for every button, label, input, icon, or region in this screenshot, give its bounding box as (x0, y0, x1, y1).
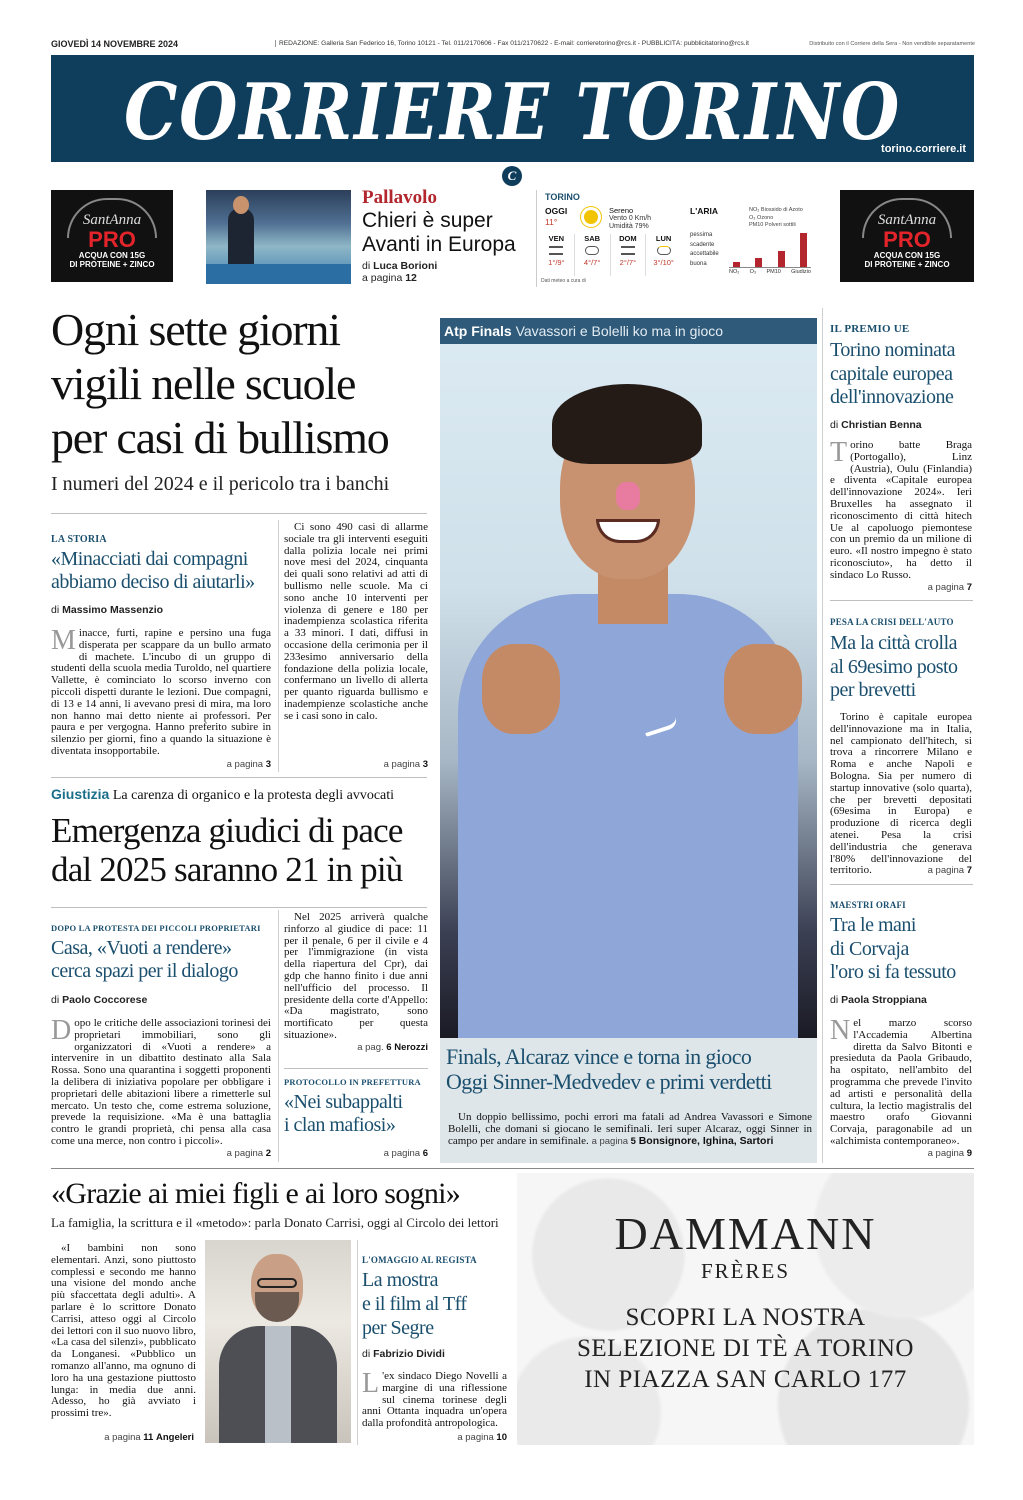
brevetti-page-ref[interactable] (852, 865, 972, 876)
photo-text: Un doppio bellissimo, pochi errori ma fatali ad Andrea Vavassori e Simone Bolelli, che domani si giocano le semifinali. Ieri super Alcaraz, oggi Sinner in campo per andare in semifinale. (448, 1111, 812, 1147)
carrisi-glasses-icon (257, 1278, 297, 1288)
divider (51, 907, 427, 908)
volley-page-ref (362, 272, 417, 284)
page-number: 7 (966, 582, 972, 593)
ad-line2: SELEZIONE DI TÈ A TORINO (577, 1335, 914, 1362)
page-prefix: a pagina (226, 759, 264, 770)
numeri-page-ref[interactable] (308, 759, 428, 770)
casa-text: opo le critiche delle associazioni torinesi dei proprietari immobiliari, sono gli organizzatori di «Vuoti a rendere» a intervenire in un dibattito destinato alla Sala Rossa. Sono una quarantina i soggetti proponenti la delibera di iniziativa popolare per obbligare i proprietari delle abitazioni libere a rimetterle sul mercato. Un testo che, come estrema soluzione, prevede la requisizione. «Ma è una battaglia contro le grandi proprietà, chi pensa alla casa come una merce, non contro i piccoli». (51, 1017, 271, 1147)
forecast-day (575, 234, 611, 276)
page-prefix: a pagina (383, 759, 421, 770)
brevetti-title[interactable] (830, 632, 958, 703)
divider (284, 1068, 428, 1069)
title-line: «Minacciati dai compagni (51, 548, 248, 570)
promo-line1: ACQUA CON 15G (78, 251, 146, 260)
orafi-body (830, 1015, 972, 1148)
air-bar (778, 251, 785, 267)
volley-title-1[interactable]: Chieri è super (362, 209, 493, 232)
masthead-title: CORRIERE TORINO (123, 67, 902, 158)
premio-page-ref[interactable] (852, 582, 972, 593)
casa-kicker: DOPO LA PROTESTA DEI PICCOLI PROPRIETARI (51, 923, 261, 933)
weather-wind: Vento 0 Km/h (609, 215, 652, 222)
volley-kicker: Pallavolo (362, 187, 437, 208)
air-legend (749, 207, 803, 230)
promo-banner-left[interactable] (51, 190, 173, 282)
air-bar (800, 233, 807, 267)
storia-kicker: LA STORIA (51, 534, 107, 545)
level-label: pessima (690, 232, 713, 238)
title-line: l'oro si fa tessuto (830, 961, 956, 983)
segre-body (362, 1368, 507, 1430)
title-line: Torino nominata (830, 339, 955, 361)
forecast-row (539, 234, 681, 276)
promo-brand: SantAnna (877, 212, 937, 228)
ad-sub: FRÈRES (700, 1259, 791, 1283)
author: Angeleri (155, 1432, 194, 1443)
divider (830, 600, 973, 601)
mafia-title[interactable] (284, 1091, 403, 1137)
promo-line2: DI PROTEINE + ZINCO (69, 260, 155, 269)
title-line: Casa, «Vuoti a rendere» (51, 937, 232, 959)
divider (51, 1168, 974, 1169)
giustizia-headline[interactable] (51, 811, 403, 889)
main-headline-line: vigili nelle scuole (51, 358, 356, 409)
title-line: al 69esimo posto (830, 655, 958, 678)
air-bar (755, 258, 762, 267)
ad-brand: DAMMANN (614, 1208, 877, 1259)
promo-pro: PRO (883, 227, 931, 252)
title-line: i clan mafiosi» (284, 1114, 396, 1136)
by-prefix: di (830, 419, 839, 431)
page-number: 12 (405, 272, 417, 284)
headline-line: Emergenza giudici di pace (51, 811, 403, 850)
carrisi-shirt (265, 1326, 291, 1443)
brevetti-kicker: PESA LA CRISI DELL'AUTO (830, 617, 954, 627)
premio-body (830, 437, 972, 582)
casa-title[interactable] (51, 937, 238, 983)
title-line: Ma la città crolla (830, 632, 958, 654)
casa-byline (51, 994, 147, 1006)
weather-box (536, 190, 816, 287)
giudici-body: Nel 2025 arriverà qualche rinforzo al giudice di pace: 11 per il penale, 6 per il civile e 4 per l'immigrazione (in vista della riapertura del Cpr), dai gdp che hanno finito i due anni nell'ufficio del processo. Il presidente della corte d'Appello: «Da magistrato, sono mortificato per questa situazione». (284, 911, 428, 1041)
day-label: VEN (548, 234, 565, 243)
by-prefix: di (362, 1348, 371, 1360)
page-number: 3 (422, 759, 428, 770)
player-fist-left (482, 644, 560, 734)
title-line: La mostra (362, 1269, 439, 1291)
weather-city: TORINO (545, 192, 580, 202)
level-label: scadente (690, 241, 715, 248)
main-headline-line: per casi di bullismo (51, 412, 389, 463)
legend-item: NO₂ Biossido di Azoto (749, 207, 803, 213)
page-number: 11 (143, 1432, 154, 1443)
mafia-kicker: PROTOCOLLO IN PREFETTURA (284, 1077, 421, 1087)
legend-item: PM10 Polveri sottili (749, 222, 796, 228)
page-number: 6 (422, 1148, 428, 1159)
date-line: GIOVEDÌ 14 NOVEMBRE 2024 (51, 39, 179, 49)
carrisi-body: «I bambini non sono elementari. Anzi, sono piuttosto complessi e secondo me hanno una visione del mondo anche più sfaccettata degli adulti». A parlare è lo scrittore Donato Carrisi, atteso oggi al Circolo dei lettori con il suo nuovo libro, «La casa del silenzi», pubblicato da Longanesi. «Pubblico un romanzo all'anno, ma ognuno di loro ha una gestazione piuttosto lunga: in media due anni. Adesso, ho già avviato i prossimi tre». (51, 1242, 196, 1420)
sun-icon (584, 210, 598, 224)
casa-page-ref[interactable] (151, 1148, 271, 1159)
logo-letter: C (507, 168, 517, 183)
photo-authors: Bonsignore, Ighina, Sartori (638, 1134, 774, 1147)
air-levels (690, 231, 719, 269)
day-temp: 3°/10° (653, 258, 674, 267)
segre-byline (362, 1348, 445, 1360)
carrisi-sub: La famiglia, la scrittura e il «metodo»: parla Donato Carrisi, oggi al Circolo dei lettori (51, 1215, 499, 1230)
dropcap: N (830, 1015, 851, 1046)
forecast-day (539, 234, 575, 276)
storia-title[interactable] (51, 548, 255, 594)
page-prefix: a pagina (104, 1432, 141, 1443)
bar-label: Giudizio (791, 269, 811, 275)
storia-body (51, 625, 271, 758)
storia-text: inacce, furti, rapine e persino una fuga disperata per scappare da un bullo armato di machete. L'incubo di un gruppo di studenti della scuola media Turoldo, nel quartiere Vallette, è cominciato lo scorso inverno con piccoli dispetti durante le lezioni. Due compagni, di 13 e 14 anni, li avevano presi di mira, ma loro non hanno mai detto niente ai professori. Per paura e per vergogna. Hanno preferito subire in silenzio per giorni, fino a quando la situazione è diventata insopportabile. (51, 627, 271, 757)
level-label: accettabile (690, 251, 719, 257)
divider (51, 777, 427, 778)
title-line: Tra le mani (830, 914, 916, 936)
premio-text: orino batte Braga (Portogallo), Linz (Austria), Oulu (Finlandia) e diventa «Capitale europea dell'innovazione 2024». Ieri Bruxelles ha assegnato il riconoscimento di città hitech Ue al capoluogo piemontese con un premio da un milione di euro. «Il nostro impegno è stato riconosciuto», ha detto il sindaco Lo Russo. (830, 439, 972, 581)
title-line: capitale europea (830, 362, 953, 385)
air-bar (733, 262, 740, 267)
by-prefix: di (51, 994, 60, 1006)
numeri-body: Ci sono 490 casi di allarme sociale tra gli interventi eseguiti dalla polizia locale nei primi nove mesi del 2024, cinquanta dei quali sono relativi ad atti di bullismo nelle scuole. Ma ci sono anche 10 interventi per violenza di genere e 180 per inadempienza scolastica riferita a 33 minori. I dati, diffusi in occasione della cerimonia per il 233esimo anniversario della fondazione della polizia locale, confermano un livello di allerta per quanto riguarda bullismo e inadempienze scolastiche anche se i casi sono in calo. (284, 521, 428, 722)
page-prefix: a pagina (591, 1135, 629, 1147)
promo-brand: SantAnna (82, 212, 142, 228)
divider (51, 513, 427, 514)
author: Luca Borioni (373, 260, 438, 272)
giustizia-topline (51, 786, 394, 804)
day-label: DOM (619, 234, 637, 243)
page-number: 10 (496, 1432, 507, 1443)
orafi-page-ref[interactable] (852, 1148, 972, 1159)
fog-icon (621, 246, 635, 255)
segre-kicker: L'OMAGGIO AL REGISTA (362, 1255, 477, 1265)
forecast-day (646, 234, 681, 276)
alcaraz-photo[interactable] (440, 344, 817, 1038)
day-temp: 1°/9° (548, 258, 565, 267)
author: Christian Benna (841, 419, 922, 431)
title-line: abbiamo deciso di aiutarli» (51, 571, 255, 593)
carrisi-headline[interactable]: «Grazie ai miei figli e ai loro sogni» (51, 1177, 461, 1210)
dropcap: L (362, 1368, 380, 1399)
page-prefix: a pag. (357, 1042, 384, 1053)
weather-condition: Sereno (609, 206, 634, 215)
main-headline-line: Ogni sette giorni (51, 304, 340, 355)
divider (822, 308, 823, 1163)
brevetti-body: Torino è capitale europea dell'innovazione ma in Italia, nel campionato dell'hitech, si trova a rincorrere Milano e Roma e anche Napoli e Bologna. Sia per numero di startup innovative (solo quarta), che per brevetti depositati (69esima in Europa) e produzione di ricerca degli atenei. Pesa la crisi dell'industria che generava l'80% dell'innovazione del territorio. (830, 711, 972, 877)
giustizia-kicker: Giustizia (51, 786, 110, 802)
player-nose-patch (616, 482, 640, 510)
segre-title[interactable] (362, 1268, 467, 1340)
carrisi-beard (255, 1292, 299, 1322)
title-line: di Corvaja (830, 937, 909, 960)
author: Paolo Coccorese (62, 994, 148, 1006)
page-prefix: a pagina (927, 582, 965, 593)
day-label: LUN (655, 234, 672, 243)
promo-line2: DI PROTEINE + ZINCO (864, 260, 950, 269)
page-number: 6 (386, 1042, 392, 1053)
title-line: dell'innovazione (830, 386, 954, 408)
headline-line: Oggi Sinner-Medvedev e primi verdetti (446, 1069, 772, 1094)
level-label: buona (690, 260, 707, 267)
dropcap: D (51, 1015, 72, 1046)
divider (357, 1240, 358, 1445)
headline-line: Finals, Alcaraz vince e torna in gioco (446, 1044, 752, 1069)
promo-banner-right[interactable] (840, 190, 974, 282)
cloud-icon (585, 246, 599, 255)
segre-page-ref[interactable] (387, 1432, 507, 1443)
by-prefix: di (51, 604, 60, 616)
redazione-line: REDAZIONE: Galleria San Federico 16, Torino 10121 - Tel. 011/2170606 - Fax 011/2170622 - E-mail: corrieretorino@rcs.it - PUBBLICITÀ: pubblicitatorino@rcs.it (275, 40, 795, 47)
page-prefix: a pagina (927, 1148, 965, 1159)
partly-cloudy-icon (657, 246, 671, 255)
weather-credit: Dati meteo a cura di (541, 278, 586, 284)
casa-body (51, 1015, 271, 1148)
legend-item: O₃ Ozono (749, 214, 774, 221)
dropcap: T (830, 437, 848, 468)
title-line: per Segre (362, 1317, 434, 1339)
day-temp: 4°/7° (583, 258, 601, 267)
distribution-note: Distribuito con il Corriere della Sera - Non vendibile separatamente (809, 41, 975, 47)
weather-humidity: Umidità 79% (609, 223, 649, 230)
volley-title-2[interactable]: Avanti in Europa (362, 233, 516, 256)
photo-kicker-line: Vavassori e Bolelli ko ma in gioco (515, 323, 724, 339)
segre-text: 'ex sindaco Diego Novelli a margine di una riflessione sul cinema torinese degli anni Ottanta inquadra un'opera dalla profondità antropologica. (362, 1370, 507, 1430)
headline-line: dal 2025 saranno 21 in più (51, 850, 403, 889)
divider (278, 910, 279, 1162)
by-prefix: di (830, 994, 839, 1006)
ad-line3: IN PIAZZA SAN CARLO 177 (584, 1366, 907, 1393)
photo-page-ref[interactable] (592, 1136, 636, 1147)
orafi-byline (830, 994, 927, 1006)
carrisi-photo[interactable] (205, 1240, 351, 1443)
photo-headline[interactable] (446, 1044, 816, 1094)
bar-label: PM10 (766, 269, 781, 275)
corriere-logo-icon (502, 166, 522, 186)
giustizia-line: La carenza di organico e la protesta degli avvocati (112, 788, 395, 803)
forecast-day (611, 234, 647, 276)
masthead-url[interactable]: torino.corriere.it (881, 143, 966, 155)
page-number: 5 (630, 1135, 636, 1147)
title-line: per brevetti (830, 679, 916, 701)
player-hair (552, 384, 702, 464)
day-label: SAB (584, 234, 601, 243)
dammann-ad[interactable] (517, 1173, 974, 1445)
weather-today-label: OGGI (545, 206, 568, 216)
promo-line1: ACQUA CON 15G (873, 251, 941, 260)
page-number: 7 (966, 865, 972, 876)
storia-byline (51, 604, 163, 616)
author: Paola Stroppiana (841, 994, 927, 1006)
author: Massimo Massenzio (62, 604, 164, 616)
fog-icon (549, 246, 563, 255)
page-prefix: a pagina (457, 1432, 494, 1443)
premio-kicker: IL PREMIO UE (830, 323, 910, 335)
air-chart (729, 232, 811, 268)
photo-kicker-bar (440, 318, 817, 344)
orafi-text: el marzo scorso l'Accademia Albertina diretta da Salvo Bitonti e presieduta da Paola Gribaudo, ha ospitato, nell'ambito del programma che prevede l'invito ad artisti e personalità della cultura, la lectio magistralis del maestro orafo Giovanni Corvaja, paragonabile ad un «alchimista contemporaneo». (830, 1017, 972, 1147)
main-subheadline: I numeri del 2024 e il pericolo tra i banchi (51, 473, 390, 495)
dropcap: M (51, 625, 76, 656)
ad-line1: SCOPRI LA NOSTRA (625, 1304, 866, 1331)
volleyball-photo[interactable] (206, 190, 351, 284)
orafi-title[interactable] (830, 914, 956, 985)
coach-head (233, 196, 249, 214)
bar-label: NO₂ (729, 269, 740, 275)
bar-label: O₃ (749, 269, 757, 275)
author: Nerozzi (394, 1042, 428, 1053)
giudici-page-ref[interactable] (308, 1042, 428, 1053)
masthead (51, 55, 974, 162)
page-number: 9 (966, 1148, 972, 1159)
by-prefix: di (362, 260, 371, 272)
day-temp: 2°/7° (619, 258, 637, 267)
page-prefix: a pagina (383, 1148, 421, 1159)
volley-byline (362, 260, 437, 272)
divider (278, 520, 279, 772)
photo-caption (448, 1112, 812, 1147)
photo-story (440, 318, 817, 1163)
page-number: 3 (265, 759, 271, 770)
main-headline[interactable] (51, 303, 436, 465)
promo-pro: PRO (88, 227, 136, 252)
storia-page-ref[interactable] (151, 759, 271, 770)
title-line: e il film al Tff (362, 1293, 467, 1315)
premio-byline (830, 419, 922, 431)
premio-title[interactable] (830, 339, 955, 410)
page-prefix: a pagina (226, 1148, 264, 1159)
orafi-kicker: MAESTRI ORAFI (830, 900, 906, 910)
carrisi-page-ref[interactable] (51, 1432, 194, 1443)
author: Fabrizio Dividi (373, 1348, 445, 1360)
court-floor (206, 264, 351, 284)
page-number: 2 (265, 1148, 271, 1159)
divider (830, 884, 973, 885)
mafia-page-ref[interactable] (308, 1148, 428, 1159)
air-bar-labels (729, 269, 811, 275)
title-line: «Nei subappalti (284, 1091, 403, 1113)
page-prefix: a pagina (927, 865, 965, 876)
air-title: L'ARIA (690, 206, 718, 216)
player-fist-right (724, 644, 802, 734)
title-line: cerca spazi per il dialogo (51, 960, 238, 982)
photo-kicker: Atp Finals (444, 323, 512, 339)
page-prefix: a pagina (362, 272, 403, 284)
weather-today-temp: 11° (545, 217, 558, 227)
